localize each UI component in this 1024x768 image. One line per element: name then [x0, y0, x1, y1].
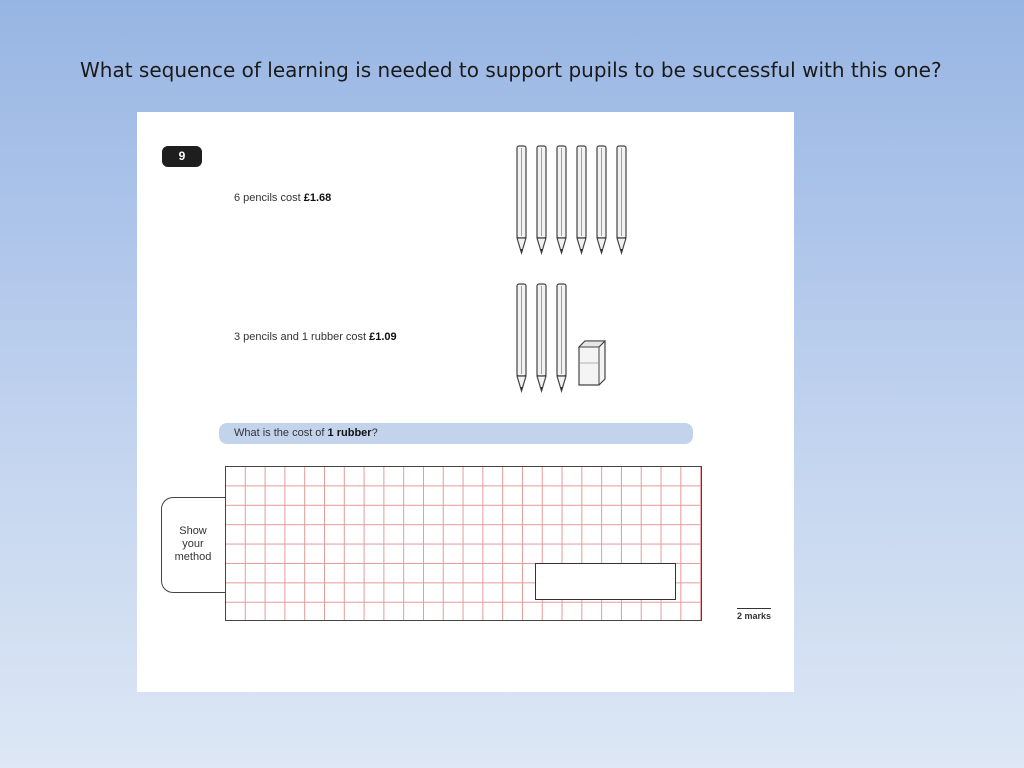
pencil-icon: [517, 284, 526, 391]
pencil-icon: [617, 146, 626, 253]
pencil-icon: [557, 146, 566, 253]
statement-2-price: £1.09: [369, 331, 397, 343]
prompt-prefix: What is the cost of: [234, 427, 328, 439]
prompt-bold: 1 rubber: [327, 427, 372, 439]
method-label-line: method: [174, 551, 212, 563]
question-number-badge: 9: [162, 146, 202, 167]
statement-1-prefix: 6 pencils cost: [234, 192, 304, 204]
method-label-line: Show: [179, 525, 207, 537]
pencil-icon: [537, 284, 546, 391]
pencil-icon: [557, 284, 566, 391]
pencil-icon: [597, 146, 606, 253]
worksheet-paper: [137, 112, 794, 692]
rubber-icon: [579, 341, 605, 385]
slide-title: What sequence of learning is needed to support pupils to be successful with this one?: [80, 58, 942, 82]
prompt-suffix: ?: [371, 427, 378, 439]
statement-pencils-and-rubber-cost: [234, 331, 397, 343]
pencil-icon: [537, 146, 546, 253]
answer-box[interactable]: [535, 563, 676, 600]
show-your-method-label: [162, 525, 224, 564]
question-prompt-bar: [219, 423, 693, 444]
statement-1-price: £1.68: [303, 192, 332, 204]
marks-label: 2 marks: [737, 608, 771, 621]
six-pencils-illustration: [515, 143, 655, 258]
pencil-icon: [517, 146, 526, 253]
statement-2-prefix: 3 pencils and 1 rubber cost: [234, 331, 370, 343]
pencil-icon: [577, 146, 586, 253]
show-your-method-tab: [161, 497, 227, 593]
three-pencils-and-rubber-illustration: [515, 281, 635, 396]
method-label-line: your: [182, 538, 204, 550]
statement-pencil-cost: [234, 192, 331, 204]
